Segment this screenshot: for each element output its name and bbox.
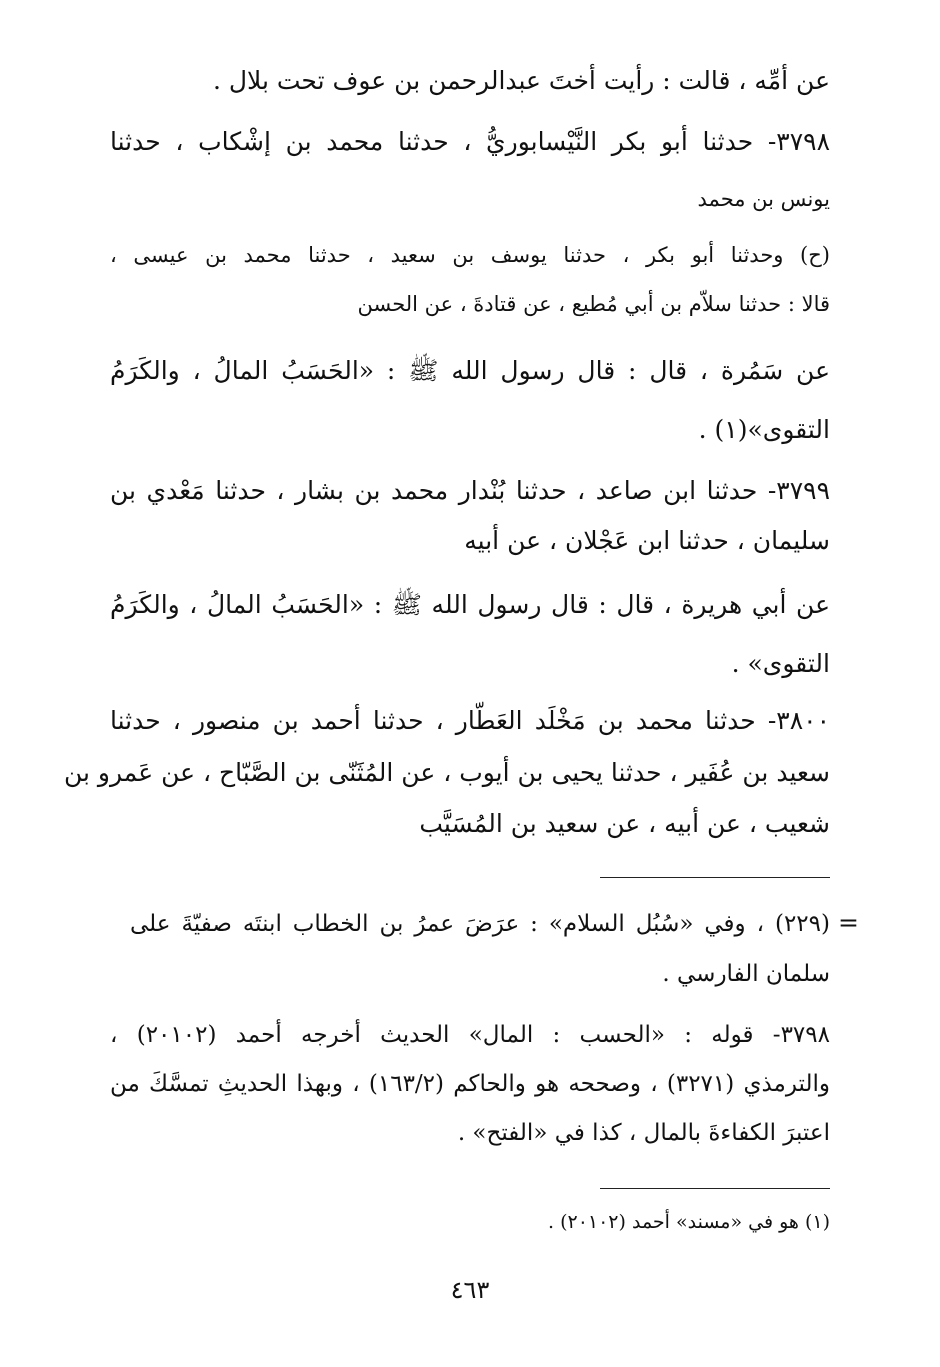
continuation-marker: = (838, 908, 859, 937)
text-line: عن سَمُرة ، قال : قال رسول الله ﷺ : «الحَسَبُ المالُ ، والكَرَمُ (110, 356, 830, 385)
text-line: (ح) وحدثنا أبو بكر ، حدثنا يوسف بن سعيد ، حدثنا محمد بن عيسى ، (110, 243, 830, 267)
text-line: يونس بن محمد (697, 187, 830, 211)
text-line: عن أمِّه ، قالت : رأيت أختَ عبدالرحمن بن عوف تحت بلال . (213, 66, 830, 95)
page-number: ٤٦٣ (450, 1276, 490, 1304)
commentary-line: (٢٢٩) ، وفي «سُبُل السلام» : عرَضَ عمرُ بن الخطاب ابنتَه صفيّةَ على (130, 911, 830, 937)
text-line: سعيد بن عُفَير ، حدثنا يحيى بن أيوب ، عن المُثَنّى بن الصَّبّاح ، عن عَمرو بن (63, 758, 830, 787)
text-line: عن أبي هريرة ، قال : قال رسول الله ﷺ : «الحَسَبُ المالُ ، والكَرَمُ (110, 590, 830, 619)
text-line: التقوى» . (731, 649, 830, 678)
commentary-line: ٣٧٩٨- قوله : «الحسب : المال» الحديث أخرجه أحمد (٢٠١٠٢) ، (110, 1022, 830, 1048)
text-line: شعيب ، عن أبيه ، عن سعيد بن المُسَيَّب (419, 809, 830, 838)
note-line: (١) هو في «مسند» أحمد (٢٠١٠٢) . (547, 1211, 830, 1233)
text-line: ٣٨٠٠- حدثنا محمد بن مَخْلَد العَطّار ، حدثنا أحمد بن منصور ، حدثنا (110, 706, 830, 735)
text-line: التقوى»(١) . (698, 415, 830, 444)
note-separator (600, 1188, 830, 1189)
text-line: قالا : حدثنا سلاّم بن أبي مُطيع ، عن قتادةَ ، عن الحسن (357, 292, 830, 316)
text-line: ٣٧٩٨- حدثنا أبو بكر النَّيْسابوريُّ ، حدثنا محمد بن إشْكاب ، حدثنا (110, 127, 830, 156)
commentary-line: اعتبرَ الكفاءةَ بالمال ، كذا في «الفتح» . (457, 1120, 830, 1146)
commentary-line: سلمان الفارسي . (662, 961, 830, 987)
commentary-line: والترمذي (٣٢٧١) ، وصححه هو والحاكم (١٦٣/٢) ، وبهذا الحديثِ تمسَّكَ من (110, 1071, 830, 1097)
footnote-separator (600, 877, 830, 878)
text-line: ٣٧٩٩- حدثنا ابن صاعد ، حدثنا بُنْدار محمد بن بشار ، حدثنا مَعْدي بن (110, 476, 830, 505)
text-line: سليمان ، حدثنا ابن عَجْلان ، عن أبيه (464, 526, 830, 555)
